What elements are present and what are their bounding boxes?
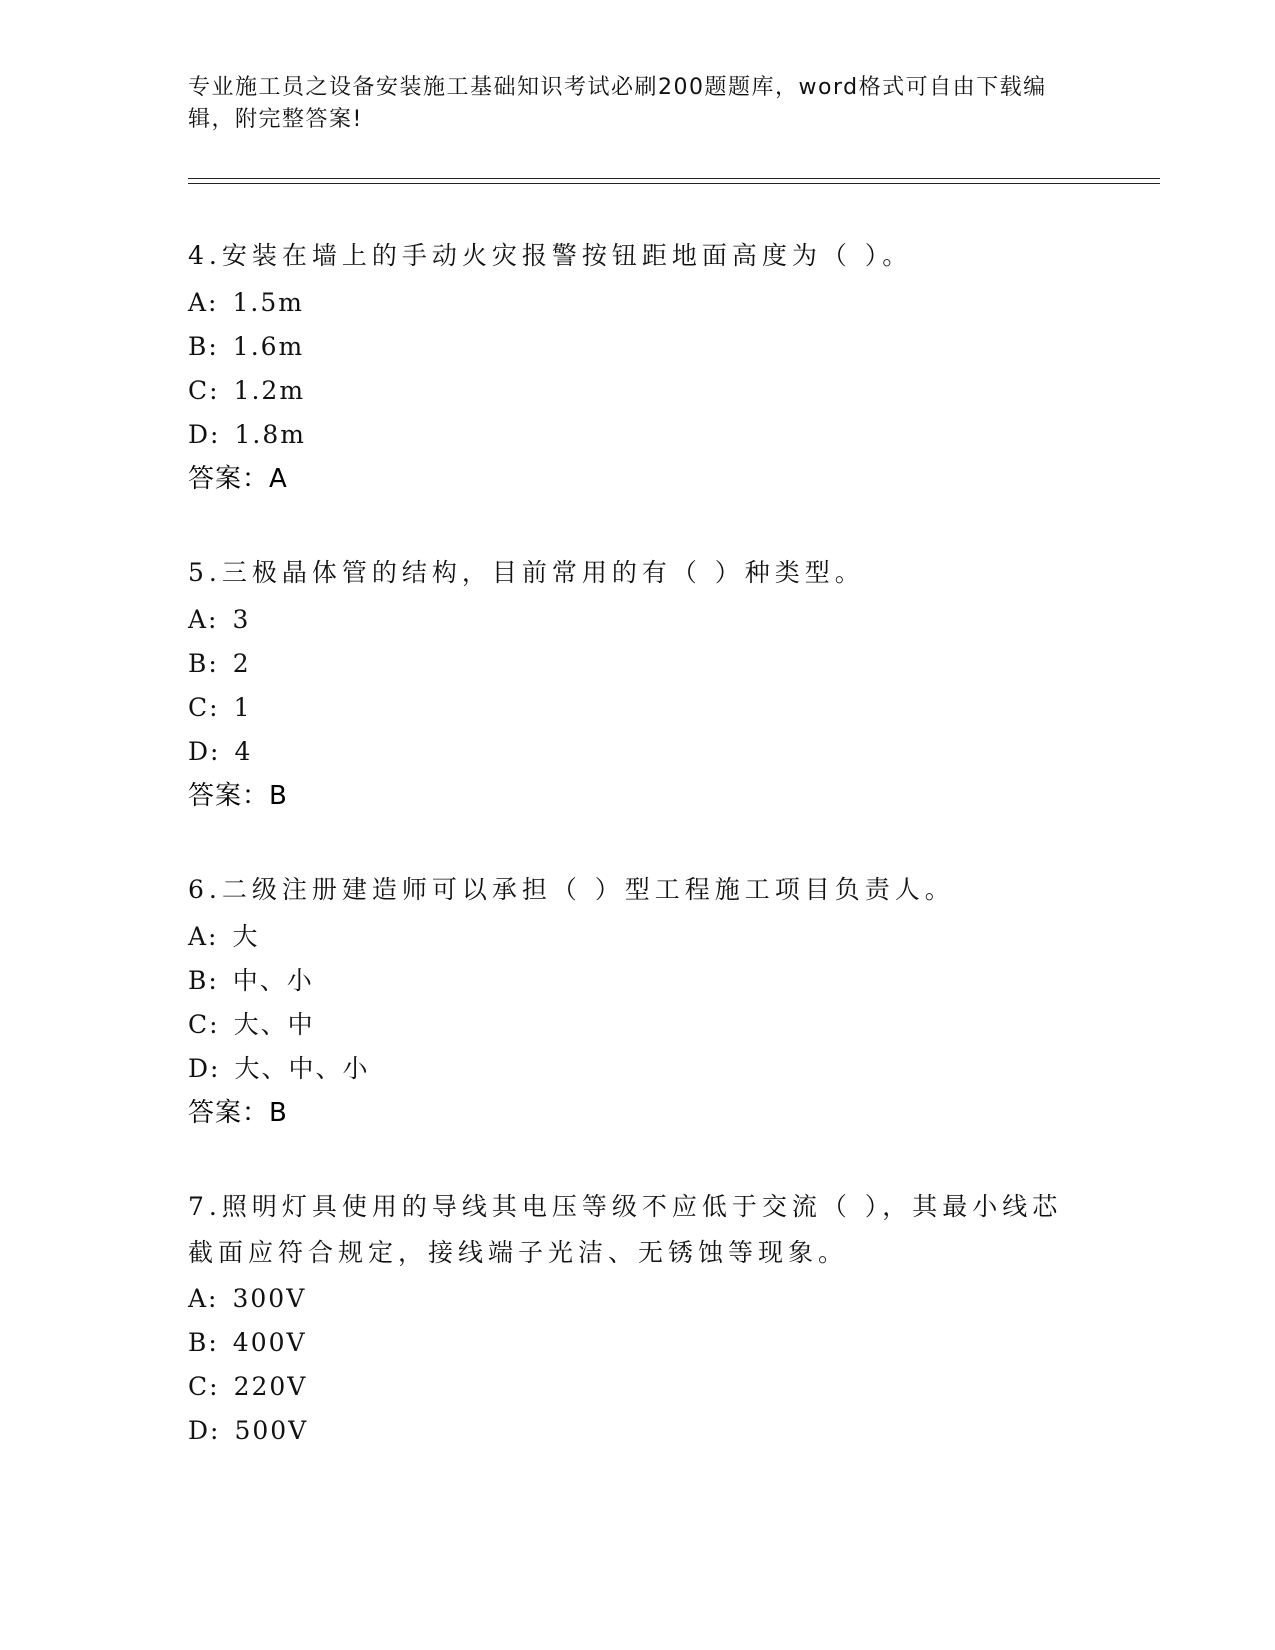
option-text: 1.8m bbox=[234, 420, 306, 449]
option-letter: A: bbox=[188, 288, 219, 317]
option-letter: A: bbox=[188, 1284, 219, 1313]
header-rule-bottom bbox=[188, 183, 1160, 184]
option-text: 500V bbox=[234, 1416, 309, 1445]
option-row bbox=[188, 1008, 1088, 1042]
option-text: 大、中 bbox=[233, 1010, 315, 1039]
option-text: 3 bbox=[232, 605, 251, 634]
option-row bbox=[188, 1326, 1088, 1360]
answer-label: 答案：B bbox=[188, 781, 288, 811]
option-letter: C: bbox=[188, 1372, 220, 1401]
option-row bbox=[188, 374, 1088, 408]
option-text: 4 bbox=[234, 737, 253, 766]
option-letter: D: bbox=[188, 737, 221, 766]
option-row bbox=[188, 603, 1088, 637]
question-stem: 4.安装在墙上的手动火灾报警按钮距地面高度为（ ）。 bbox=[188, 241, 913, 270]
option-row bbox=[188, 1370, 1088, 1404]
option-text: 大、中、小 bbox=[234, 1054, 370, 1083]
option-row bbox=[188, 1052, 1088, 1086]
option-row bbox=[188, 330, 1088, 364]
option-row bbox=[188, 1282, 1088, 1316]
question-stem: 6.二级注册建造师可以承担（ ）型工程施工项目负责人。 bbox=[188, 875, 955, 904]
option-text: 220V bbox=[233, 1372, 308, 1401]
question-stem: 5.三极晶体管的结构，目前常用的有（ ）种类型。 bbox=[188, 558, 865, 587]
option-letter: C: bbox=[188, 376, 220, 405]
option-text: 中、小 bbox=[232, 966, 314, 995]
option-letter: B: bbox=[188, 1328, 219, 1357]
option-letter: B: bbox=[188, 332, 219, 361]
option-letter: D: bbox=[188, 420, 221, 449]
option-row bbox=[188, 418, 1088, 452]
option-letter: B: bbox=[188, 966, 219, 995]
option-letter: D: bbox=[188, 1054, 221, 1083]
option-row bbox=[188, 286, 1088, 320]
option-row bbox=[188, 691, 1088, 725]
option-text: 300V bbox=[232, 1284, 307, 1313]
option-letter: C: bbox=[188, 693, 220, 722]
question-stem: 7.照明灯具使用的导线其电压等级不应低于交流（ ），其最小线芯截面应符合规定，接线端子光洁、无锈蚀等现象。 bbox=[188, 1192, 1063, 1267]
option-text: 大 bbox=[232, 922, 260, 951]
option-text: 1.2m bbox=[233, 376, 306, 405]
answer-label: 答案：B bbox=[188, 1098, 288, 1128]
option-row bbox=[188, 920, 1088, 954]
option-row bbox=[188, 647, 1088, 681]
option-letter: A: bbox=[188, 922, 219, 951]
option-letter: A: bbox=[188, 605, 219, 634]
option-row bbox=[188, 1414, 1088, 1448]
answer-label: 答案：A bbox=[188, 464, 288, 494]
option-row bbox=[188, 735, 1088, 769]
option-text: 2 bbox=[232, 649, 251, 678]
option-row bbox=[188, 964, 1088, 998]
option-text: 1.6m bbox=[232, 332, 305, 361]
header-rule-top bbox=[188, 178, 1160, 179]
document-header-title: 专业施工员之设备安装施工基础知识考试必刷200题题库，word格式可自由下载编辑，附完整答案! bbox=[188, 75, 1047, 132]
option-letter: C: bbox=[188, 1010, 220, 1039]
option-text: 1 bbox=[233, 693, 252, 722]
option-letter: D: bbox=[188, 1416, 221, 1445]
option-text: 1.5m bbox=[232, 288, 304, 317]
option-text: 400V bbox=[232, 1328, 307, 1357]
option-letter: B: bbox=[188, 649, 219, 678]
